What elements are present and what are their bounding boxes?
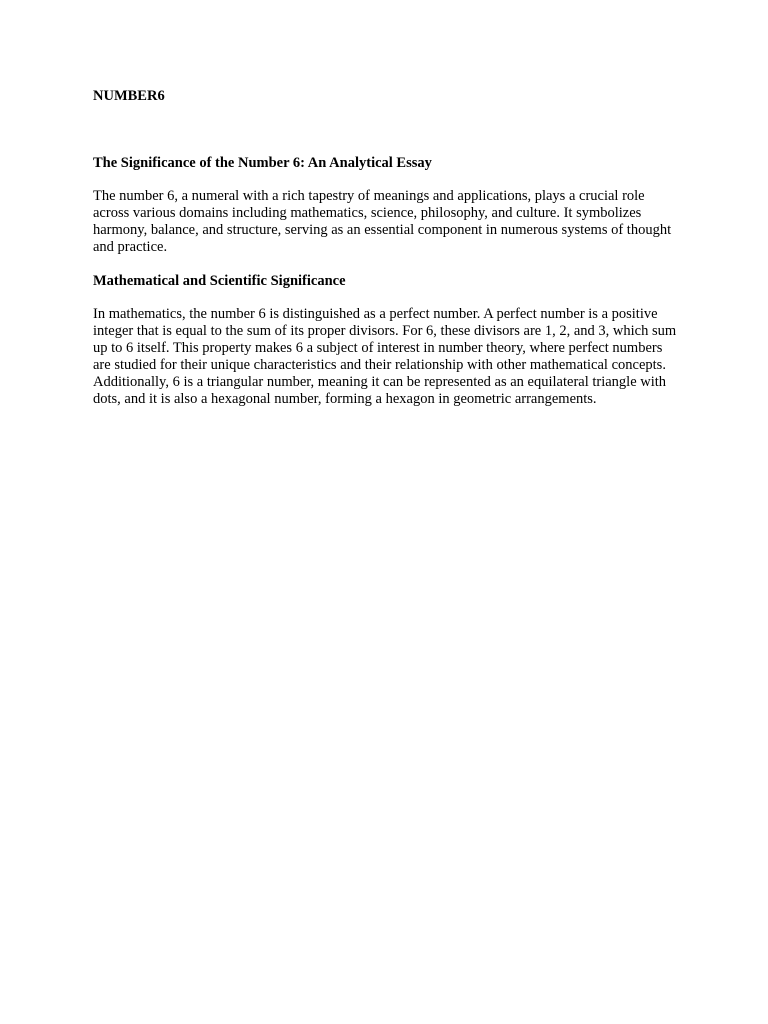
intro-paragraph: The number 6, a numeral with a rich tapestry of meanings and applications, plays a crucial role across various domains including mathematics, science, philosophy, and culture. It symbolizes harmony, balance, and structure, serving as an essential component in numerous systems of thought and practice. xyxy=(93,188,672,255)
section-heading: Mathematical and Scientific Significance xyxy=(93,273,346,289)
document-body xyxy=(93,88,678,408)
essay-title: The Significance of the Number 6: An Analytical Essay xyxy=(93,155,432,171)
section-paragraph: In mathematics, the number 6 is distinguished as a perfect number. A perfect number is a positive integer that is equal to the sum of its proper divisors. For 6, these divisors are 1, 2, and 3, which sum up to 6 itself. This property makes 6 a subject of interest in number theory, where perfect numbers are studied for their unique characteristics and their relationship with other mathematical concepts. Additionally, 6 is a triangular number, meaning it can be represented as an equilateral triangle with dots, and it is also a hexagonal number, forming a hexagon in geometric arrangements. xyxy=(93,306,677,407)
document-label: NUMBER6 xyxy=(93,88,165,104)
